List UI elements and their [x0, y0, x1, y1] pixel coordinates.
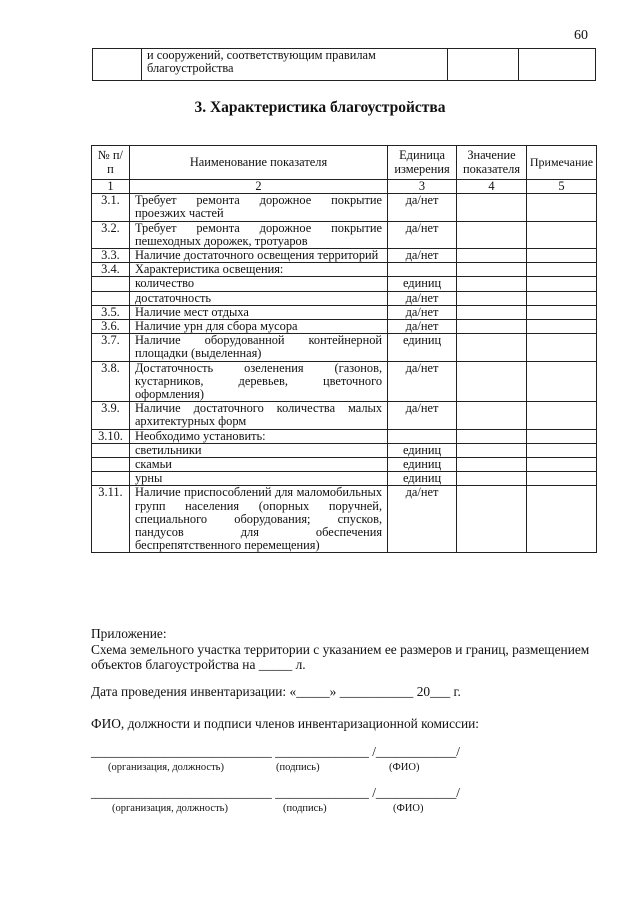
date-line: Дата проведения инвентаризации: «_____» ___________ 20___ г. [91, 684, 461, 699]
table-row [92, 361, 597, 402]
row-note [527, 429, 597, 443]
row-unit: да/нет [388, 249, 457, 263]
table-row [92, 429, 597, 443]
row-number: 3.9. [92, 402, 130, 429]
row-value [457, 402, 527, 429]
row-unit [388, 263, 457, 277]
row-name: урны [129, 472, 387, 486]
signature-line: ___________________________ ______________ /____________/ [91, 744, 460, 759]
table-row [92, 334, 597, 361]
header-unit: Единица измерения [388, 146, 457, 180]
commission-line: ФИО, должности и подписи членов инвентаризационной комиссии: [91, 716, 480, 731]
row-number: 3.11. [92, 486, 130, 553]
row-number: 3.6. [92, 320, 130, 334]
table-row [92, 320, 597, 334]
table-row [92, 402, 597, 429]
table-row [92, 263, 597, 277]
row-unit: единиц [388, 472, 457, 486]
row-unit: да/нет [388, 402, 457, 429]
row-name: Наличие урн для сбора мусора [129, 320, 387, 334]
row-name: Наличие оборудованной контейнерной площадки (выделенная) [129, 334, 387, 361]
continuation-table [92, 48, 596, 81]
table-row [92, 458, 597, 472]
column-number: 3 [388, 180, 457, 194]
header-note: Примечание [527, 146, 597, 180]
row-name: количество [129, 277, 387, 291]
table-row [92, 305, 597, 319]
table-row [92, 472, 597, 486]
row-note [527, 472, 597, 486]
row-name: достаточность [129, 291, 387, 305]
row-note [527, 291, 597, 305]
row-unit: да/нет [388, 291, 457, 305]
row-value [457, 429, 527, 443]
table-cell [93, 49, 142, 81]
row-note [527, 334, 597, 361]
row-value [457, 443, 527, 457]
row-number: 3.1. [92, 194, 130, 221]
sign-signature-label: (подпись) [283, 803, 327, 814]
row-name: Характеристика освещения: [129, 263, 387, 277]
sign-fio-label: (ФИО) [393, 803, 424, 814]
row-name: светильники [129, 443, 387, 457]
header-value: Значение показателя [457, 146, 527, 180]
appendix-label: Приложение: [91, 626, 167, 641]
column-number: 4 [457, 180, 527, 194]
row-value [457, 221, 527, 248]
row-note [527, 221, 597, 248]
row-note [527, 277, 597, 291]
column-number: 2 [129, 180, 387, 194]
row-name: Необходимо установить: [129, 429, 387, 443]
row-note [527, 194, 597, 221]
row-note [527, 263, 597, 277]
row-value [457, 194, 527, 221]
row-unit: единиц [388, 443, 457, 457]
row-note [527, 305, 597, 319]
sign-org-label: (организация, должность) [108, 762, 224, 773]
row-unit: да/нет [388, 305, 457, 319]
row-name: Наличие мест отдыха [129, 305, 387, 319]
row-value [457, 334, 527, 361]
table-header-row [92, 146, 597, 180]
row-number: 3.4. [92, 263, 130, 277]
row-number [92, 277, 130, 291]
row-unit: да/нет [388, 320, 457, 334]
table-cell-text: и сооружений, соответствующим правилам благоустройства [142, 49, 448, 81]
row-unit: да/нет [388, 361, 457, 402]
row-unit: да/нет [388, 221, 457, 248]
row-value [457, 361, 527, 402]
row-unit: да/нет [388, 194, 457, 221]
row-note [527, 486, 597, 553]
row-number [92, 458, 130, 472]
row-name: Достаточность озеленения (газонов, кустарников, деревьев, цветочного оформления) [129, 361, 387, 402]
row-number: 3.8. [92, 361, 130, 402]
table-row [92, 221, 597, 248]
row-number: 3.3. [92, 249, 130, 263]
row-note [527, 361, 597, 402]
table-row [92, 443, 597, 457]
row-name: скамьи [129, 458, 387, 472]
row-note [527, 320, 597, 334]
row-value [457, 291, 527, 305]
row-number: 3.5. [92, 305, 130, 319]
sign-signature-label: (подпись) [276, 762, 320, 773]
row-name: Требует ремонта дорожное покрытие пешеходных дорожек, тротуаров [129, 221, 387, 248]
table-body [92, 194, 597, 553]
row-unit: единиц [388, 277, 457, 291]
page-number: 60 [574, 28, 588, 43]
appendix-text: Схема земельного участка территории с указанием ее размеров и границ, размещением объектов благоустройства на _____ л. [91, 642, 590, 672]
column-numbers-row [92, 180, 597, 194]
table-row [92, 277, 597, 291]
row-value [457, 263, 527, 277]
row-name: Требует ремонта дорожное покрытие проезжих частей [129, 194, 387, 221]
section-title: 3. Характеристика благоустройства [194, 99, 446, 116]
row-note [527, 249, 597, 263]
row-note [527, 458, 597, 472]
characteristics-table [91, 145, 597, 553]
table-row [92, 249, 597, 263]
row-value [457, 305, 527, 319]
table-row [92, 486, 597, 553]
column-number: 1 [92, 180, 130, 194]
table-row [93, 49, 596, 81]
sign-org-label: (организация, должность) [112, 803, 228, 814]
row-unit [388, 429, 457, 443]
row-number [92, 291, 130, 305]
row-value [457, 472, 527, 486]
row-name: Наличие приспособлений для маломобильных групп населения (опорных поручней, специального оборудования; спусков, пандусов для обеспечения беспрепятственного перемещения) [129, 486, 387, 553]
header-name: Наименование показателя [129, 146, 387, 180]
signature-line: ___________________________ ______________ /____________/ [91, 785, 460, 800]
table-cell [519, 49, 596, 81]
row-note [527, 443, 597, 457]
header-num: № п/п [92, 146, 130, 180]
row-number: 3.7. [92, 334, 130, 361]
table-row [92, 291, 597, 305]
row-name: Наличие достаточного количества малых архитектурных форм [129, 402, 387, 429]
row-unit: единиц [388, 458, 457, 472]
table-row [92, 194, 597, 221]
row-number [92, 472, 130, 486]
row-note [527, 402, 597, 429]
table-cell [448, 49, 519, 81]
row-number: 3.10. [92, 429, 130, 443]
row-value [457, 277, 527, 291]
row-name: Наличие достаточного освещения территорий [129, 249, 387, 263]
sign-fio-label: (ФИО) [389, 762, 420, 773]
row-value [457, 249, 527, 263]
row-unit: да/нет [388, 486, 457, 553]
row-value [457, 320, 527, 334]
row-number: 3.2. [92, 221, 130, 248]
row-value [457, 458, 527, 472]
row-value [457, 486, 527, 553]
column-number: 5 [527, 180, 597, 194]
row-unit: единиц [388, 334, 457, 361]
row-number [92, 443, 130, 457]
